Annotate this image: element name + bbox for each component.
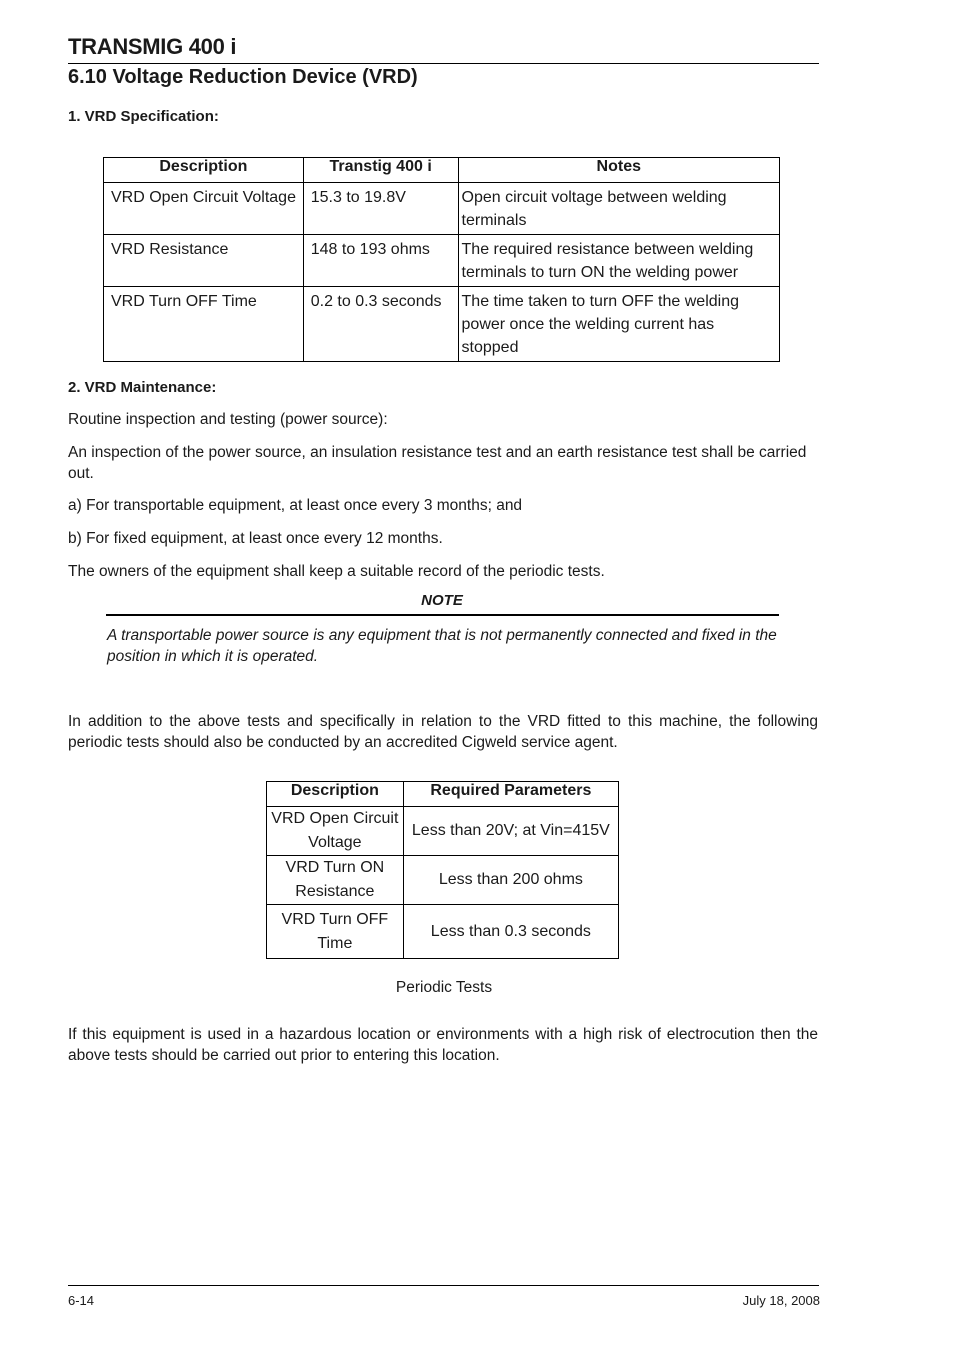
note-text: A transportable power source is any equipment that is not permanently connected and fixed in the position in which it is operated. [107, 627, 777, 665]
cell-parameter: Less than 200 ohms [403, 856, 618, 905]
cell-description: VRD Turn ON Resistance [267, 856, 404, 905]
additional-tests-text: In addition to the above tests and specifically in relation to the VRD fitted to this machine, the following periodic tests should also be conducted by an accredited Cigweld service agent. [68, 713, 818, 751]
footer-divider [68, 1285, 819, 1286]
product-title: TRANSMIG 400 i [68, 34, 237, 59]
header-divider [68, 63, 819, 64]
cell-description: VRD Open Circuit Voltage [267, 807, 404, 856]
cell-notes: The time taken to turn OFF the welding power once the welding current has stopped [458, 287, 779, 362]
maintenance-heading: 2. VRD Maintenance: [68, 379, 217, 396]
vrd-specification-table [103, 157, 780, 362]
list-item-transportable: a) For transportable equipment, at least once every 3 months; and [68, 497, 523, 514]
section-title: 6.10 Voltage Reduction Device (VRD) [68, 66, 418, 88]
column-header: Required Parameters [403, 782, 618, 807]
page-number: 6-14 [68, 1293, 95, 1308]
inspection-text: An inspection of the power source, an insulation resistance test and an earth resistance test shall be carried out. [68, 444, 807, 482]
cell-description: VRD Resistance [104, 235, 304, 287]
note-divider [106, 614, 779, 616]
cell-value: 0.2 to 0.3 seconds [303, 287, 458, 362]
table-header-row [267, 782, 619, 807]
table-row [104, 183, 780, 235]
hazardous-location-text: If this equipment is used in a hazardous location or environments with a high risk of electrocution then the above tests should be carried out prior to entering this location. [68, 1026, 818, 1064]
cell-notes: Open circuit voltage between welding terminals [458, 183, 779, 235]
list-item-fixed: b) For fixed equipment, at least once every 12 months. [68, 530, 443, 547]
cell-description: VRD Open Circuit Voltage [104, 183, 304, 235]
footer-date: July 18, 2008 [742, 1293, 820, 1308]
periodic-tests-table [266, 781, 619, 959]
column-header: Notes [458, 158, 779, 183]
table-caption: Periodic Tests [395, 979, 493, 996]
cell-description: VRD Turn OFF Time [267, 905, 404, 959]
table-row [267, 856, 619, 905]
table-row [104, 287, 780, 362]
spec-heading: 1. VRD Specification: [68, 108, 219, 125]
cell-parameter: Less than 20V; at Vin=415V [403, 807, 618, 856]
column-header: Description [104, 158, 304, 183]
cell-parameter: Less than 0.3 seconds [403, 905, 618, 959]
column-header: Description [267, 782, 404, 807]
cell-description: VRD Turn OFF Time [104, 287, 304, 362]
cell-notes: The required resistance between welding terminals to turn ON the welding power [458, 235, 779, 287]
note-title: NOTE [421, 592, 463, 609]
cell-value: 148 to 193 ohms [303, 235, 458, 287]
table-header-row [104, 158, 780, 183]
table-row [267, 905, 619, 959]
routine-inspection-text: Routine inspection and testing (power source): [68, 411, 388, 428]
cell-value: 15.3 to 19.8V [303, 183, 458, 235]
table-row [104, 235, 780, 287]
owners-record-text: The owners of the equipment shall keep a suitable record of the periodic tests. [68, 563, 605, 580]
column-header: Transtig 400 i [303, 158, 458, 183]
table-row [267, 807, 619, 856]
